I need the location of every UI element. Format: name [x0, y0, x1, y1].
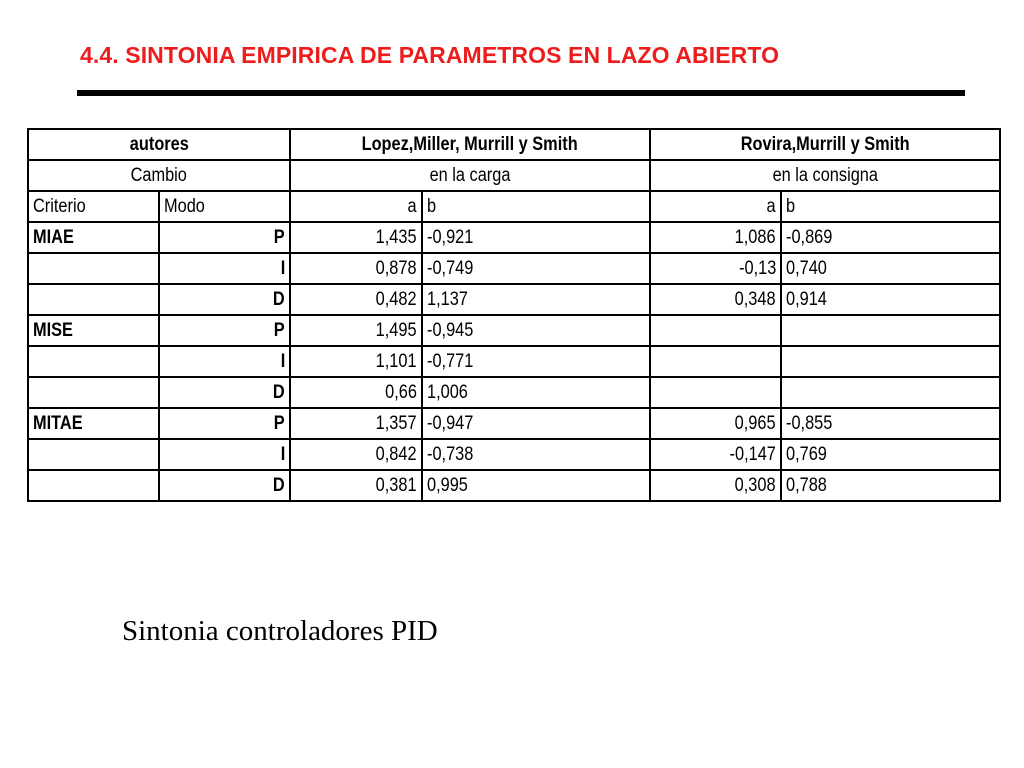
tuning-parameters-table	[27, 128, 1001, 502]
header-row-columns	[28, 191, 1000, 222]
slide-title: 4.4. SINTONIA EMPIRICA DE PARAMETROS EN LAZO ABIERTO	[80, 42, 780, 68]
cell-a-carga: 0,842	[290, 439, 422, 470]
cell-criterio: MIAE	[28, 222, 159, 253]
cell-b-consigna: -0,855	[781, 408, 1000, 439]
cell-a-consigna	[650, 377, 781, 408]
cell-a-consigna: 1,086	[650, 222, 781, 253]
header-cambio-consigna: en la consigna	[650, 160, 1000, 191]
header-cambio-carga: en la carga	[290, 160, 650, 191]
cell-modo: P	[159, 408, 290, 439]
header-autores: autores	[28, 129, 290, 160]
cell-a-carga: 1,435	[290, 222, 422, 253]
cell-modo: D	[159, 284, 290, 315]
header-cambio: Cambio	[28, 160, 290, 191]
header-b-carga: b	[422, 191, 650, 222]
cell-a-carga: 0,482	[290, 284, 422, 315]
cell-b-consigna	[781, 315, 1000, 346]
cell-a-carga: 0,66	[290, 377, 422, 408]
header-modo: Modo	[159, 191, 290, 222]
cell-a-consigna: 0,965	[650, 408, 781, 439]
cell-criterio	[28, 470, 159, 501]
cell-modo: P	[159, 222, 290, 253]
table-row	[28, 315, 1000, 346]
cell-criterio	[28, 253, 159, 284]
cell-a-carga: 0,878	[290, 253, 422, 284]
table-row	[28, 408, 1000, 439]
header-b-consigna: b	[781, 191, 1000, 222]
cell-criterio	[28, 346, 159, 377]
cell-modo: D	[159, 377, 290, 408]
table-row	[28, 284, 1000, 315]
header-criterio: Criterio	[28, 191, 159, 222]
table-row	[28, 470, 1000, 501]
cell-b-carga: -0,738	[422, 439, 650, 470]
cell-criterio	[28, 439, 159, 470]
cell-a-carga: 0,381	[290, 470, 422, 501]
slide-subtitle: Sintonia controladores PID	[122, 615, 438, 647]
cell-b-consigna	[781, 346, 1000, 377]
cell-b-consigna: 0,788	[781, 470, 1000, 501]
table-row	[28, 253, 1000, 284]
table-row	[28, 222, 1000, 253]
cell-modo: P	[159, 315, 290, 346]
cell-b-carga: -0,945	[422, 315, 650, 346]
header-row-change	[28, 160, 1000, 191]
table-row	[28, 377, 1000, 408]
cell-b-consigna: 0,914	[781, 284, 1000, 315]
cell-modo: I	[159, 346, 290, 377]
cell-a-consigna: -0,13	[650, 253, 781, 284]
table-row	[28, 439, 1000, 470]
cell-a-consigna	[650, 346, 781, 377]
cell-b-carga: -0,947	[422, 408, 650, 439]
header-a-carga: a	[290, 191, 422, 222]
table-row	[28, 346, 1000, 377]
cell-criterio: MISE	[28, 315, 159, 346]
cell-b-carga: 1,006	[422, 377, 650, 408]
cell-b-consigna: -0,869	[781, 222, 1000, 253]
cell-a-carga: 1,357	[290, 408, 422, 439]
header-a-consigna: a	[650, 191, 781, 222]
cell-a-consigna: -0,147	[650, 439, 781, 470]
cell-b-carga: -0,771	[422, 346, 650, 377]
cell-criterio	[28, 377, 159, 408]
cell-criterio	[28, 284, 159, 315]
cell-a-consigna: 0,348	[650, 284, 781, 315]
header-group-rovira: Rovira,Murrill y Smith	[650, 129, 1000, 160]
cell-a-consigna: 0,308	[650, 470, 781, 501]
cell-criterio: MITAE	[28, 408, 159, 439]
cell-b-consigna: 0,769	[781, 439, 1000, 470]
cell-modo: D	[159, 470, 290, 501]
cell-b-carga: 1,137	[422, 284, 650, 315]
cell-b-consigna	[781, 377, 1000, 408]
header-row-authors	[28, 129, 1000, 160]
cell-a-consigna	[650, 315, 781, 346]
cell-b-carga: 0,995	[422, 470, 650, 501]
cell-modo: I	[159, 439, 290, 470]
header-group-lopez: Lopez,Miller, Murrill y Smith	[290, 129, 650, 160]
cell-b-carga: -0,749	[422, 253, 650, 284]
cell-b-carga: -0,921	[422, 222, 650, 253]
cell-a-carga: 1,101	[290, 346, 422, 377]
cell-modo: I	[159, 253, 290, 284]
cell-b-consigna: 0,740	[781, 253, 1000, 284]
cell-a-carga: 1,495	[290, 315, 422, 346]
title-underline	[77, 90, 965, 96]
